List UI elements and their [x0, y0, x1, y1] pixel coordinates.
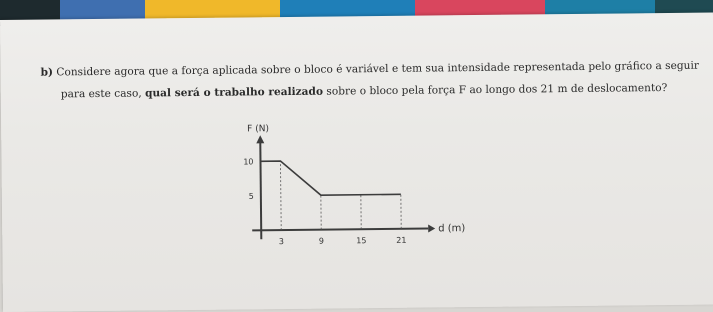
question-text	[40, 55, 705, 106]
y-axis	[260, 141, 261, 239]
x-tick-label-9: 9	[318, 236, 324, 246]
y-axis-label: F (N)	[247, 124, 270, 135]
question-line-2-end: sobre o bloco pela força F ao longo dos 21 m de deslocamento?	[326, 82, 668, 98]
guide-line-x-3	[280, 161, 281, 230]
question-line-2-bold: qual será o trabalho realizado	[144, 85, 324, 100]
force-displacement-graph	[227, 117, 478, 260]
x-axis	[252, 229, 428, 231]
question-prefix: b)	[40, 66, 54, 79]
x-tick-label-21: 21	[396, 235, 407, 245]
x-axis-label: d (m)	[438, 223, 466, 235]
x-tick-label-15: 15	[356, 236, 367, 246]
y-axis-arrow	[256, 135, 264, 143]
y-tick-label-5: 5	[248, 191, 254, 201]
force-series-line	[260, 160, 400, 196]
question-line-1-text: Considere agora que a força aplicada sobre o bloco é variável e tem sua intensidade representada pelo gráfico a seguir	[56, 59, 699, 79]
y-tick-labels	[243, 157, 254, 201]
paper-sheet	[0, 13, 713, 312]
x-tick-label-3: 3	[278, 237, 284, 247]
x-axis-arrow	[428, 224, 435, 232]
y-tick-label-10: 10	[243, 157, 254, 167]
x-tick-labels	[279, 236, 407, 246]
question-line-2-start: para este caso,	[60, 87, 142, 101]
